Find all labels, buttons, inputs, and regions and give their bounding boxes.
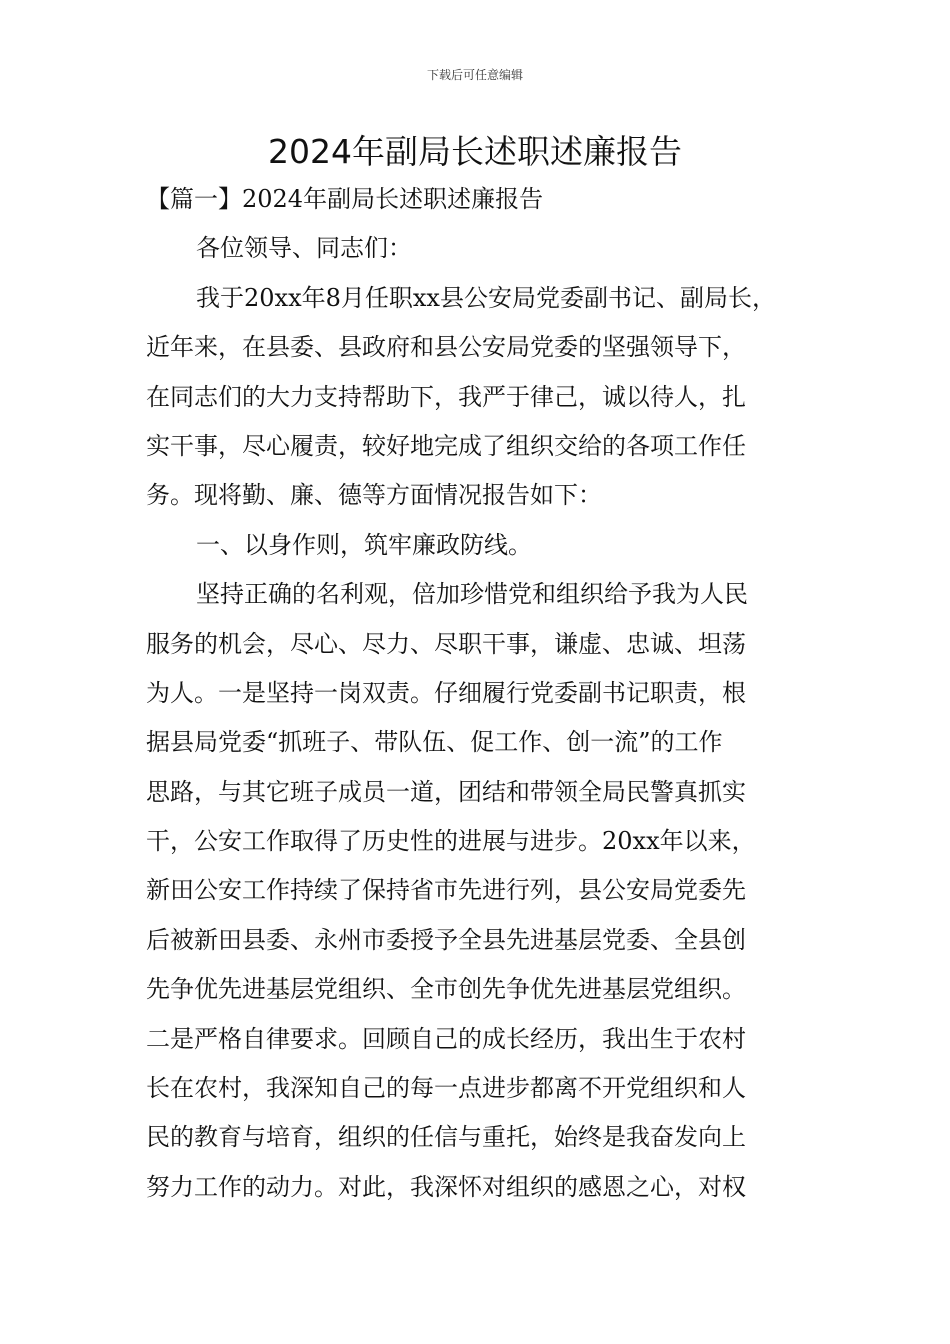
text-line: 民的教育与培育，组织的任信与重托，始终是我奋发向上 <box>146 1123 746 1152</box>
text-line: 实干事，尽心履责，较好地完成了组织交给的各项工作任 <box>146 431 746 460</box>
header-note: 下载后可任意编辑 <box>426 68 523 82</box>
text-line: 在同志们的大力支持帮助下，我严于律己，诚以待人，扎 <box>146 382 746 411</box>
text-line: 干，公安工作取得了历史性的进展与进步。20xx年以来， <box>146 827 756 856</box>
text-line: 努力工作的动力。对此，我深怀对组织的感恩之心，对权 <box>146 1172 746 1201</box>
text-line: 后被新田县委、永州市委授予全县先进基层党委、全县创 <box>146 925 746 954</box>
text-line: 长在农村，我深知自己的每一点进步都离不开党组织和人 <box>146 1074 746 1103</box>
text-line: 【篇一】2024年副局长述职述廉报告 <box>146 185 544 213</box>
text-line: 先争优先进基层党组织、全市创先争优先进基层党组织。 <box>146 975 746 1004</box>
text-line: 据县局党委“抓班子、带队伍、促工作、创一流”的工作 <box>146 728 723 757</box>
text-line: 我于20xx年8月任职xx县公安局党委副书记、副局长， <box>196 283 776 312</box>
text-line: 坚持正确的名利观，倍加珍惜党和组织给予我为人民 <box>196 580 748 609</box>
text-line: 新田公安工作持续了保持省市先进行列，县公安局党委先 <box>146 876 746 905</box>
document-title: 2024年副局长述职述廉报告 <box>268 132 682 171</box>
text-line: 务。现将勤、廉、德等方面情况报告如下： <box>146 481 602 510</box>
text-line: 思路，与其它班子成员一道，团结和带领全局民警真抓实 <box>146 777 746 806</box>
text-line: 二是严格自律要求。回顾自己的成长经历，我出生于农村 <box>146 1024 746 1053</box>
text-line: 服务的机会，尽心、尽力、尽职干事，谦虚、忠诚、坦荡 <box>146 629 746 658</box>
text-line: 为人。一是坚持一岗双责。仔细履行党委副书记职责，根 <box>146 678 746 707</box>
text-line: 一、以身作则，筑牢廉政防线。 <box>196 530 532 559</box>
text-line: 各位领导、同志们： <box>196 234 412 263</box>
document-body <box>146 175 816 1212</box>
text-line: 近年来，在县委、县政府和县公安局党委的坚强领导下， <box>146 333 746 362</box>
